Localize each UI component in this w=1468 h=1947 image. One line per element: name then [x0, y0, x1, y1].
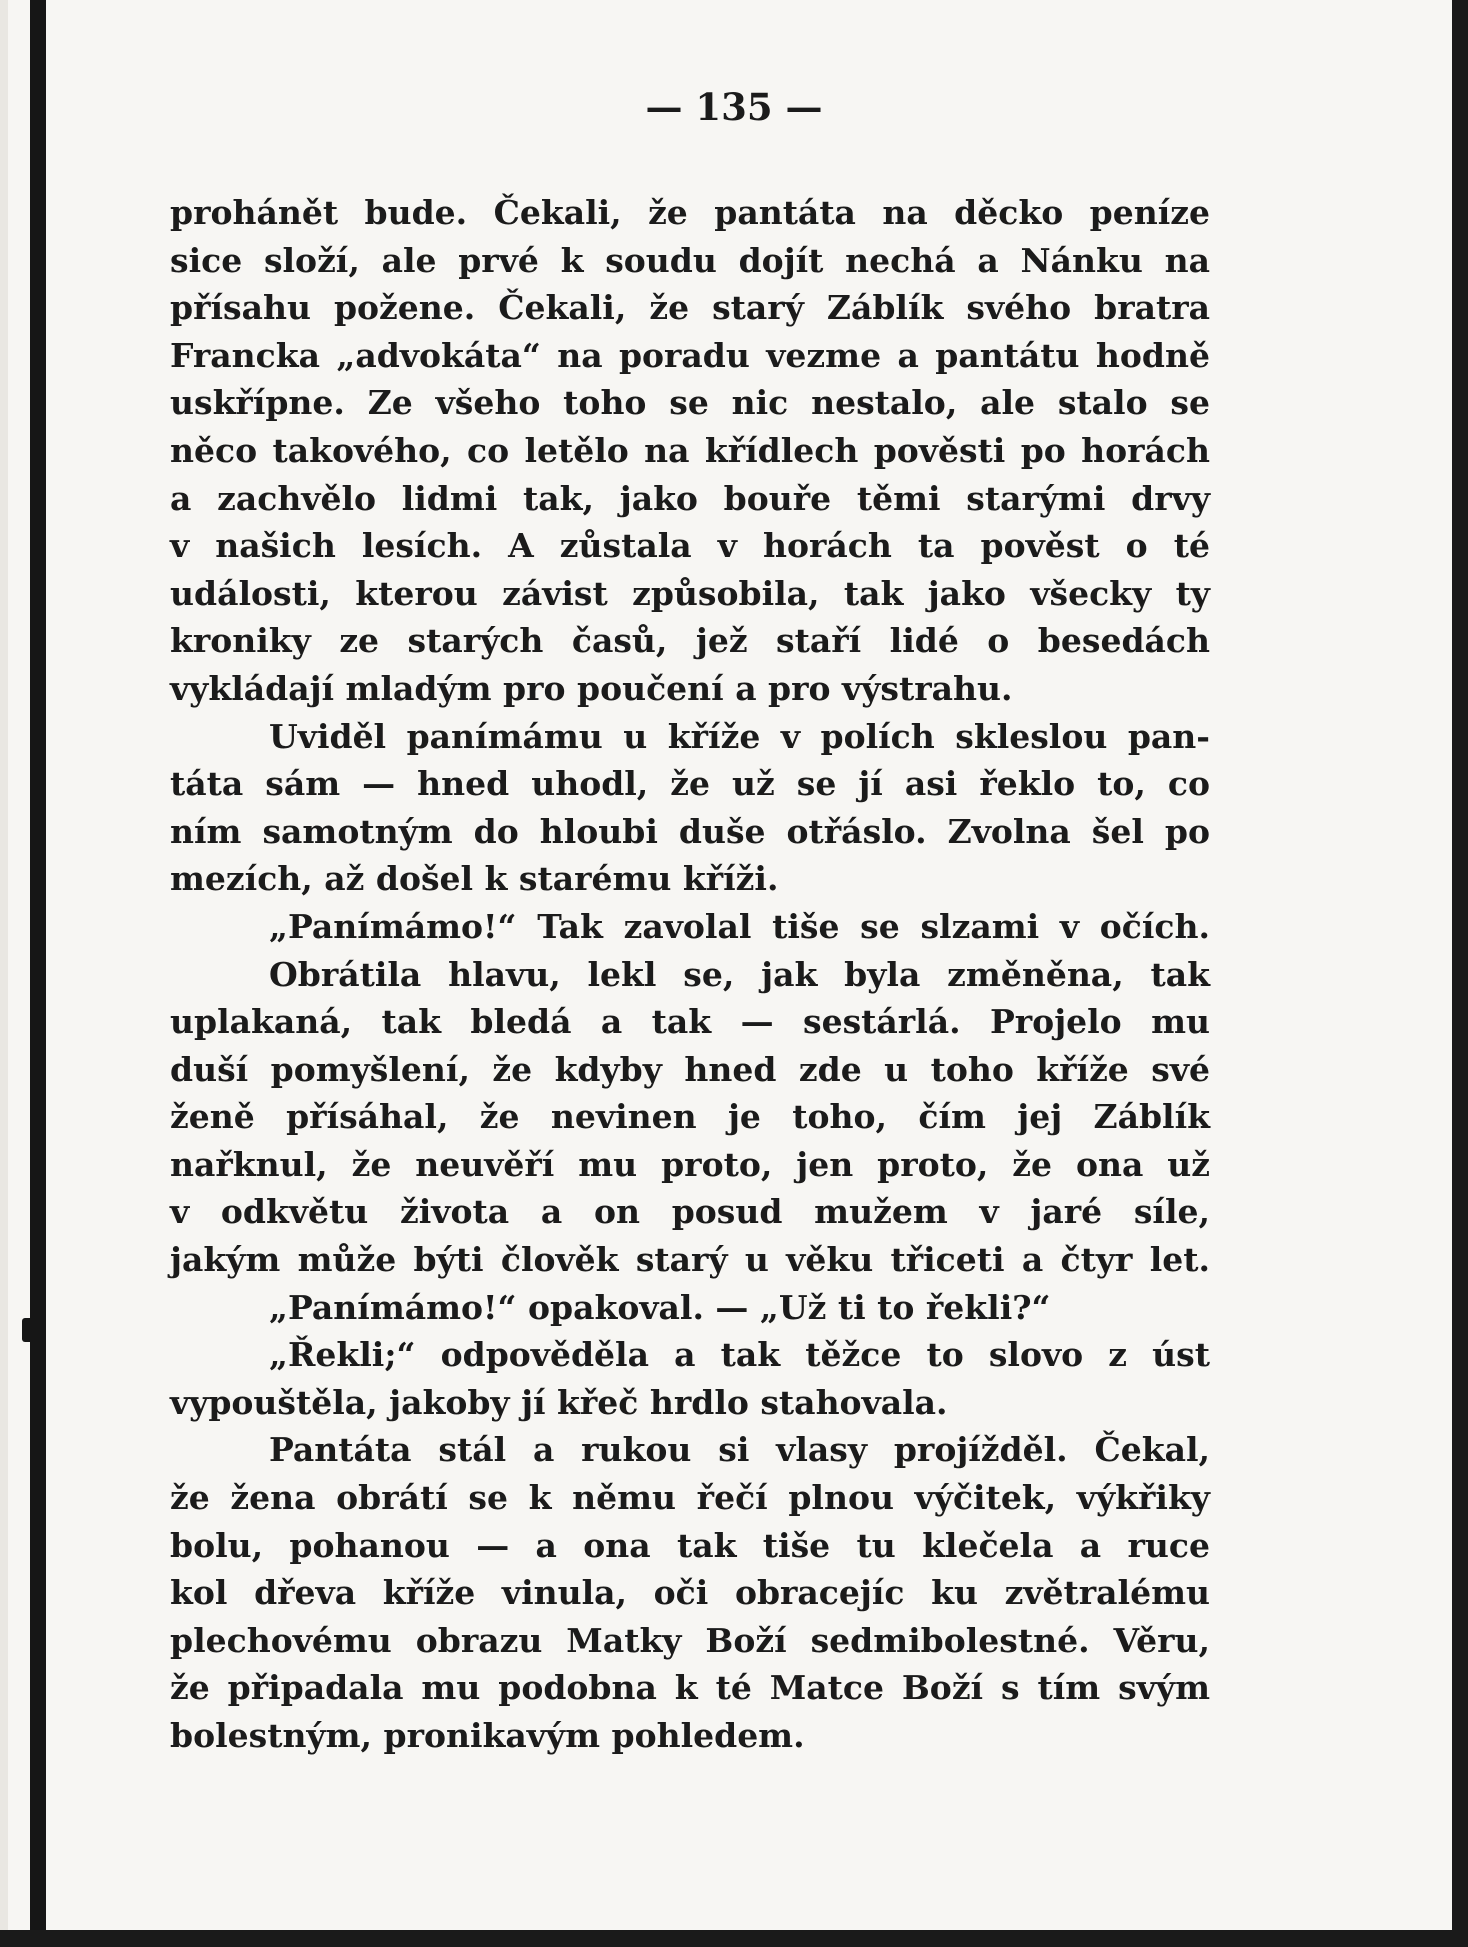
text-line: táta sám — hned uhodl, že už se jí asi řeklo to, co	[170, 764, 1210, 804]
text-line: že připadala mu podobna k té Matce Boží s tím svým	[170, 1668, 1210, 1708]
text-line: Pantáta stál a rukou si vlasy projížděl. Čekal,	[269, 1430, 1210, 1470]
text-line: nařknul, že neuvěří mu proto, jen proto, že ona už	[170, 1144, 1210, 1184]
text-line: uplakaná, tak bledá a tak — sestárlá. Projelo mu	[170, 1002, 1210, 1042]
text-line: ženě přísáhal, že nevinen je toho, čím jej Záblík	[170, 1097, 1210, 1137]
text-line: přísahu požene. Čekali, že starý Záblík svého bratra	[170, 288, 1210, 328]
scan-border-bottom	[0, 1930, 1468, 1947]
text-line: kol dřeva kříže vinula, oči obracejíc ku zvětralému	[170, 1573, 1210, 1613]
text-line: Obrátila hlavu, lekl se, jak byla změněna, tak	[269, 954, 1210, 994]
text-line: Uviděl panímámu u kříže v polích skleslou pan-	[269, 716, 1210, 756]
text-line: „Panímámo!“ opakoval. — „Už ti to řekli?“	[269, 1287, 1051, 1327]
body-text	[170, 189, 1210, 1760]
text-line: vykládají mladým pro poučení a pro výstrahu.	[170, 668, 1013, 708]
text-line: kroniky ze starých časů, jež staří lidé o besedách	[170, 621, 1210, 661]
text-line: něco takového, co letělo na křídlech pověsti po horách	[170, 430, 1210, 470]
text-line: vypouštěla, jakoby jí křeč hrdlo stahovala.	[170, 1382, 948, 1422]
text-line: že žena obrátí se k němu řečí plnou výčitek, výkřiky	[170, 1478, 1210, 1518]
text-line: mezích, až došel k starému kříži.	[170, 859, 779, 899]
text-line: a zachvělo lidmi tak, jako bouře těmi starými drvy	[170, 478, 1210, 518]
text-line: „Řekli;“ odpověděla a tak těžce to slovo z úst	[269, 1335, 1210, 1375]
text-line: v odkvětu života a on posud mužem v jaré síle,	[170, 1192, 1210, 1232]
text-line: duší pomyšlení, že kdyby hned zde u toho kříže své	[170, 1049, 1210, 1089]
text-line: jakým může býti člověk starý u věku třiceti a čtyr let.	[170, 1240, 1210, 1280]
binding-mark	[22, 1318, 36, 1342]
text-line: ním samotným do hloubi duše otřáslo. Zvolna šel po	[170, 811, 1210, 851]
page-number: — 135 —	[645, 85, 823, 129]
text-line: sice složí, ale prvé k soudu dojít nechá a Nánku na	[170, 240, 1210, 280]
text-line: bolu, pohanou — a ona tak tiše tu klečela a ruce	[170, 1525, 1210, 1565]
binding-shadow-left	[30, 0, 46, 1947]
text-line: prohánět bude. Čekali, že pantáta na děcko peníze	[170, 193, 1210, 232]
text-line: plechovému obrazu Matky Boží sedmibolestné. Věru,	[170, 1620, 1210, 1660]
scan-border-right	[1452, 0, 1468, 1947]
text-line: „Panímámo!“ Tak zavolal tiše se slzami v očích.	[269, 906, 1210, 946]
text-line: Francka „advokáta“ na poradu vezme a pantátu hodně	[170, 335, 1210, 375]
page-left-edge	[0, 0, 8, 1947]
text-line: bolestným, pronikavým pohledem.	[170, 1716, 805, 1755]
text-line: uskřípne. Ze všeho toho se nic nestalo, ale stalo se	[170, 383, 1210, 423]
text-line: události, kterou závist způsobila, tak jako všecky ty	[170, 573, 1210, 613]
text-line: v našich lesích. A zůstala v horách ta pověst o té	[170, 526, 1210, 566]
